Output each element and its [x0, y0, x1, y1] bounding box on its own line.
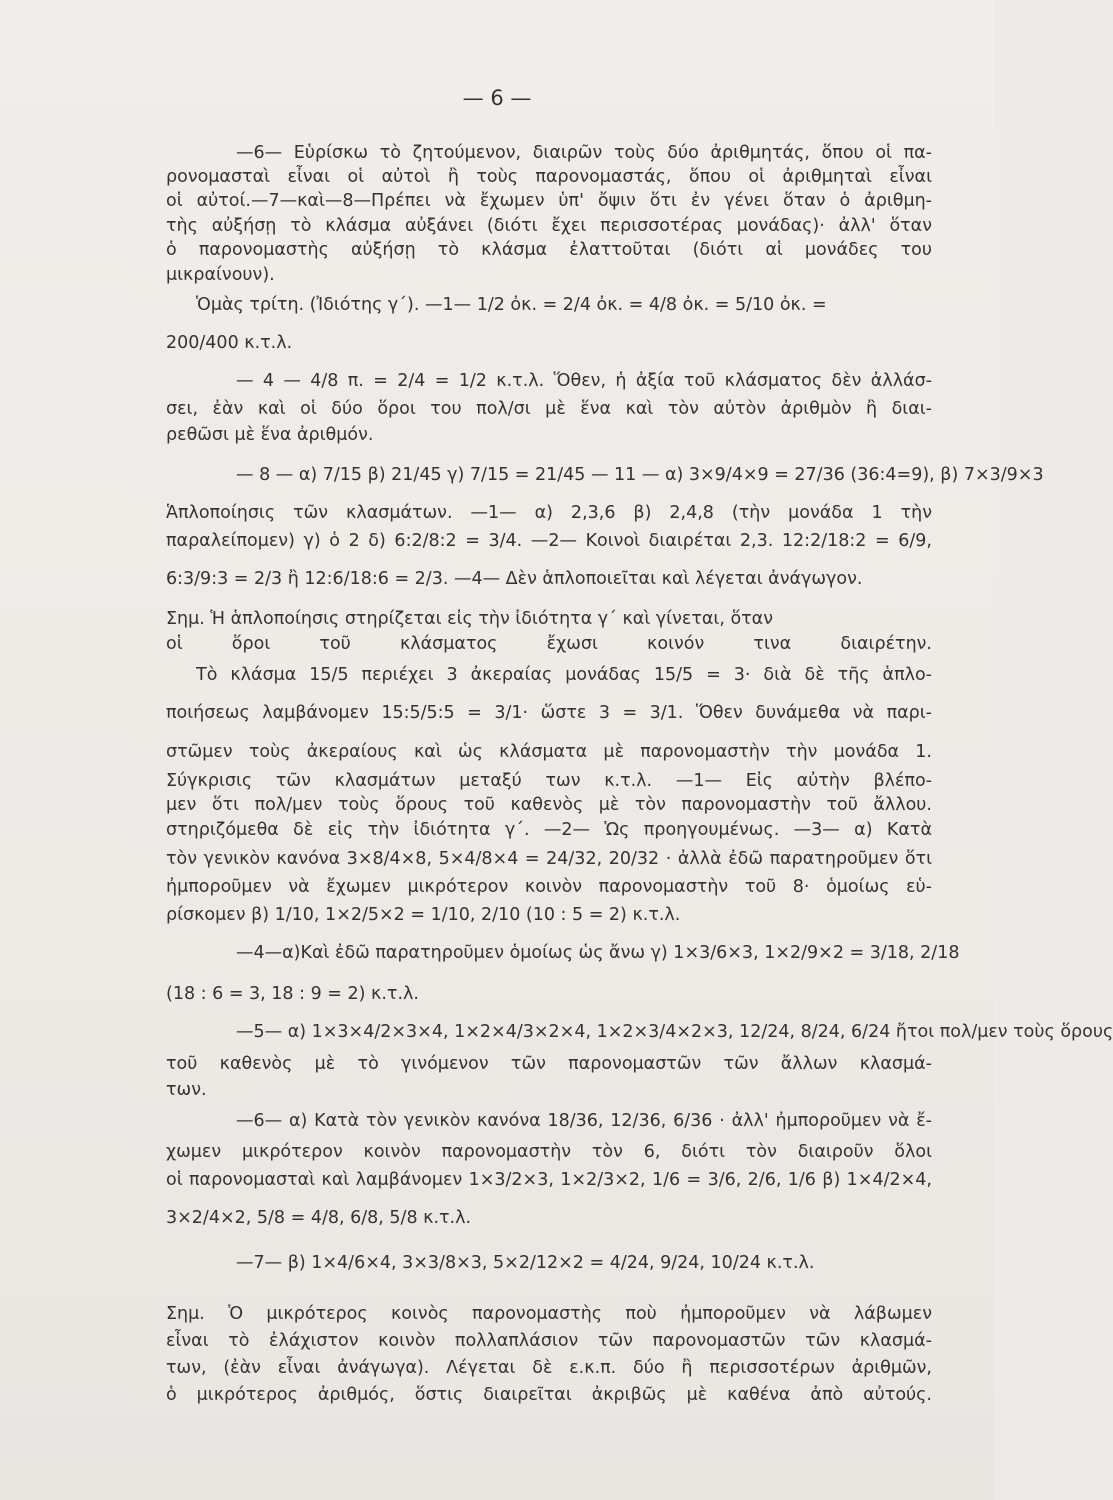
text-line: παραλείπομεν) γ) ὁ 2 δ) 6:2/8:2 = 3/4. —2— Κοινοὶ διαιρέται 2,3. 12:2/18:2 = 6/9,	[166, 531, 932, 551]
text-line: — 4 — 4/8 π. = 2/4 = 1/2 κ.τ.λ. Ὅθεν, ἡ ἀξία τοῦ κλάσματος δὲν ἀλλάσ-	[236, 371, 932, 391]
text-line: ποιήσεως λαμβάνομεν 15:5/5:5 = 3/1· ὥστε 3 = 3/1. Ὅθεν δυνάμεθα νὰ παρι-	[166, 703, 932, 723]
text-line: οἱ παρονομασταὶ καὶ λαμβάνομεν 1×3/2×3, 1×2/3×2, 1/6 = 3/6, 2/6, 1/6 β) 1×4/2×4,	[166, 1170, 932, 1190]
text-line: Σημ. Ἡ ἁπλοποίησις στηρίζεται εἰς τὴν ἰδιότητα γ΄ καὶ γίνεται, ὅταν	[166, 609, 773, 629]
text-line: στηριζόμεθα δὲ εἰς τὴν ἰδιότητα γ΄. —2— Ὡς προηγουμένως. —3— α) Κατὰ	[166, 820, 932, 840]
text-line: Σημ. Ὁ μικρότερος κοινὸς παρονομαστὴς ποὺ ἠμποροῦμεν νὰ λάβωμεν	[166, 1304, 932, 1324]
text-line: 3×2/4×2, 5/8 = 4/8, 6/8, 5/8 κ.τ.λ.	[166, 1208, 472, 1228]
text-line: 6:3/9:3 = 2/3 ἢ 12:6/18:6 = 2/3. —4— Δὲν ἁπλοποιεῖται καὶ λέγεται ἀνάγωγον.	[166, 569, 863, 589]
text-line: τὸν γενικὸν κανόνα 3×8/4×8, 5×4/8×4 = 24/32, 20/32 · ἀλλὰ ἐδῶ παρατηροῦμεν ὅτι	[166, 849, 932, 869]
text-line: — 8 — α) 7/15 β) 21/45 γ) 7/15 = 21/45 — 11 — α) 3×9/4×9 = 27/36 (36:4=9), β) 7×3/9×3	[236, 465, 1044, 485]
text-line: των.	[166, 1080, 207, 1100]
text-line: ρονομασταὶ εἶναι οἱ αὐτοὶ ἢ τοὺς παρονομαστάς, ὅπου οἱ ἀριθμηταὶ εἶναι	[166, 167, 932, 187]
text-line: —6— α) Κατὰ τὸν γενικὸν κανόνα 18/36, 12/36, 6/36 · ἀλλ' ἠμποροῦμεν νὰ ἔ-	[236, 1111, 932, 1131]
text-line: (18 : 6 = 3, 18 : 9 = 2) κ.τ.λ.	[166, 984, 419, 1004]
text-line: χωμεν μικρότερον κοινὸν παρονομαστὴν τὸν 6, διότι τὸν διαιροῦν ὅλοι	[166, 1142, 932, 1162]
text-line: ἠμποροῦμεν νὰ ἔχωμεν μικρότερον κοινὸν παρονομαστὴν τοῦ 8· ὁμοίως εὑ-	[166, 877, 932, 897]
text-line: ρίσκομεν β) 1/10, 1×2/5×2 = 1/10, 2/10 (10 : 5 = 2) κ.τ.λ.	[166, 905, 681, 925]
text-line: —7— β) 1×4/6×4, 3×3/8×3, 5×2/12×2 = 4/24, 9/24, 10/24 κ.τ.λ.	[236, 1253, 815, 1273]
text-line: οἱ ὅροι τοῦ κλάσματος ἔχωσι κοινόν τινα διαιρέτην.	[166, 634, 932, 654]
text-line: —4—α)Καὶ ἐδῶ παρατηροῦμεν ὁμοίως ὡς ἄνω γ) 1×3/6×3, 1×2/9×2 = 3/18, 2/18	[236, 943, 960, 963]
text-line: μικραίνουν).	[166, 265, 275, 285]
text-line: τὴς αὐξήσῃ τὸ κλάσμα αὐξάνει (διότι ἔχει περισσοτέρας μονάδας)· ἀλλ' ὅταν	[166, 216, 932, 236]
text-line: Σύγκρισις τῶν κλασμάτων μεταξύ των κ.τ.λ. —1— Εἰς αὐτὴν βλέπο-	[166, 771, 932, 791]
text-line: ὁ μικρότερος ἀριθμός, ὅστις διαιρεῖται ἀκριβῶς μὲ καθένα ἀπὸ αὐτούς.	[166, 1385, 932, 1405]
text-line: εἶναι τὸ ἐλάχιστον κοινὸν πολλαπλάσιον τῶν παρονομαστῶν τῶν κλασμά-	[166, 1331, 932, 1351]
text-line: στῶμεν τοὺς ἀκεραίους καὶ ὡς κλάσματα μὲ παρονομαστὴν τὴν μονάδα 1.	[166, 742, 932, 762]
text-line: —6— Εὑρίσκω τὸ ζητούμενον, διαιρῶν τοὺς δύο ἀριθμητάς, ὅπου οἱ πα-	[236, 143, 932, 163]
text-line: Τὸ κλάσμα 15/5 περιέχει 3 ἀκεραίας μονάδας 15/5 = 3· διὰ δὲ τῆς ἁπλο-	[196, 665, 932, 685]
page-number: — 6 —	[462, 86, 532, 110]
text-line: σει, ἐὰν καὶ οἱ δύο ὅροι του πολ/σι μὲ ἕνα καὶ τὸν αὐτὸν ἀριθμὸν ἢ διαι-	[166, 399, 932, 419]
text-line: Ὁμὰς τρίτη. (Ἰδιότης γ΄). —1— 1/2 ὀκ. = 2/4 ὀκ. = 4/8 ὀκ. = 5/10 ὀκ. =	[196, 295, 827, 315]
text-line: 200/400 κ.τ.λ.	[166, 333, 293, 353]
text-line: οἱ αὐτοί.—7—καὶ—8—Πρέπει νὰ ἔχωμεν ὑπ' ὄψιν ὅτι ἐν γένει ὅταν ὁ ἀριθμη-	[166, 191, 932, 211]
text-line: τοῦ καθενὸς μὲ τὸ γινόμενον τῶν παρονομαστῶν τῶν ἄλλων κλασμά-	[166, 1054, 932, 1074]
text-line: μεν ὅτι πολ/μεν τοὺς ὅρους τοῦ καθενὸς μὲ τὸν παρονομαστὴν τοῦ ἄλλου.	[166, 795, 932, 815]
text-line: ὁ παρονομαστὴς αὐξήσῃ τὸ κλάσμα ἐλαττοῦται (διότι αἱ μονάδες του	[166, 240, 932, 260]
text-line: —5— α) 1×3×4/2×3×4, 1×2×4/3×2×4, 1×2×3/4×2×3, 12/24, 8/24, 6/24 ἤτοι πολ/μεν τοὺς ὅρους	[236, 1022, 1113, 1042]
text-line: των, (ἐὰν εἶναι ἀνάγωγα). Λέγεται δὲ ε.κ.π. δύο ἢ περισσοτέρων ἀριθμῶν,	[166, 1358, 932, 1378]
text-line: Ἁπλοποίησις τῶν κλασμάτων. —1— α) 2,3,6 β) 2,4,8 (τὴν μονάδα 1 τὴν	[166, 503, 932, 523]
text-line: ρεθῶσι μὲ ἕνα ἀριθμόν.	[166, 425, 374, 445]
